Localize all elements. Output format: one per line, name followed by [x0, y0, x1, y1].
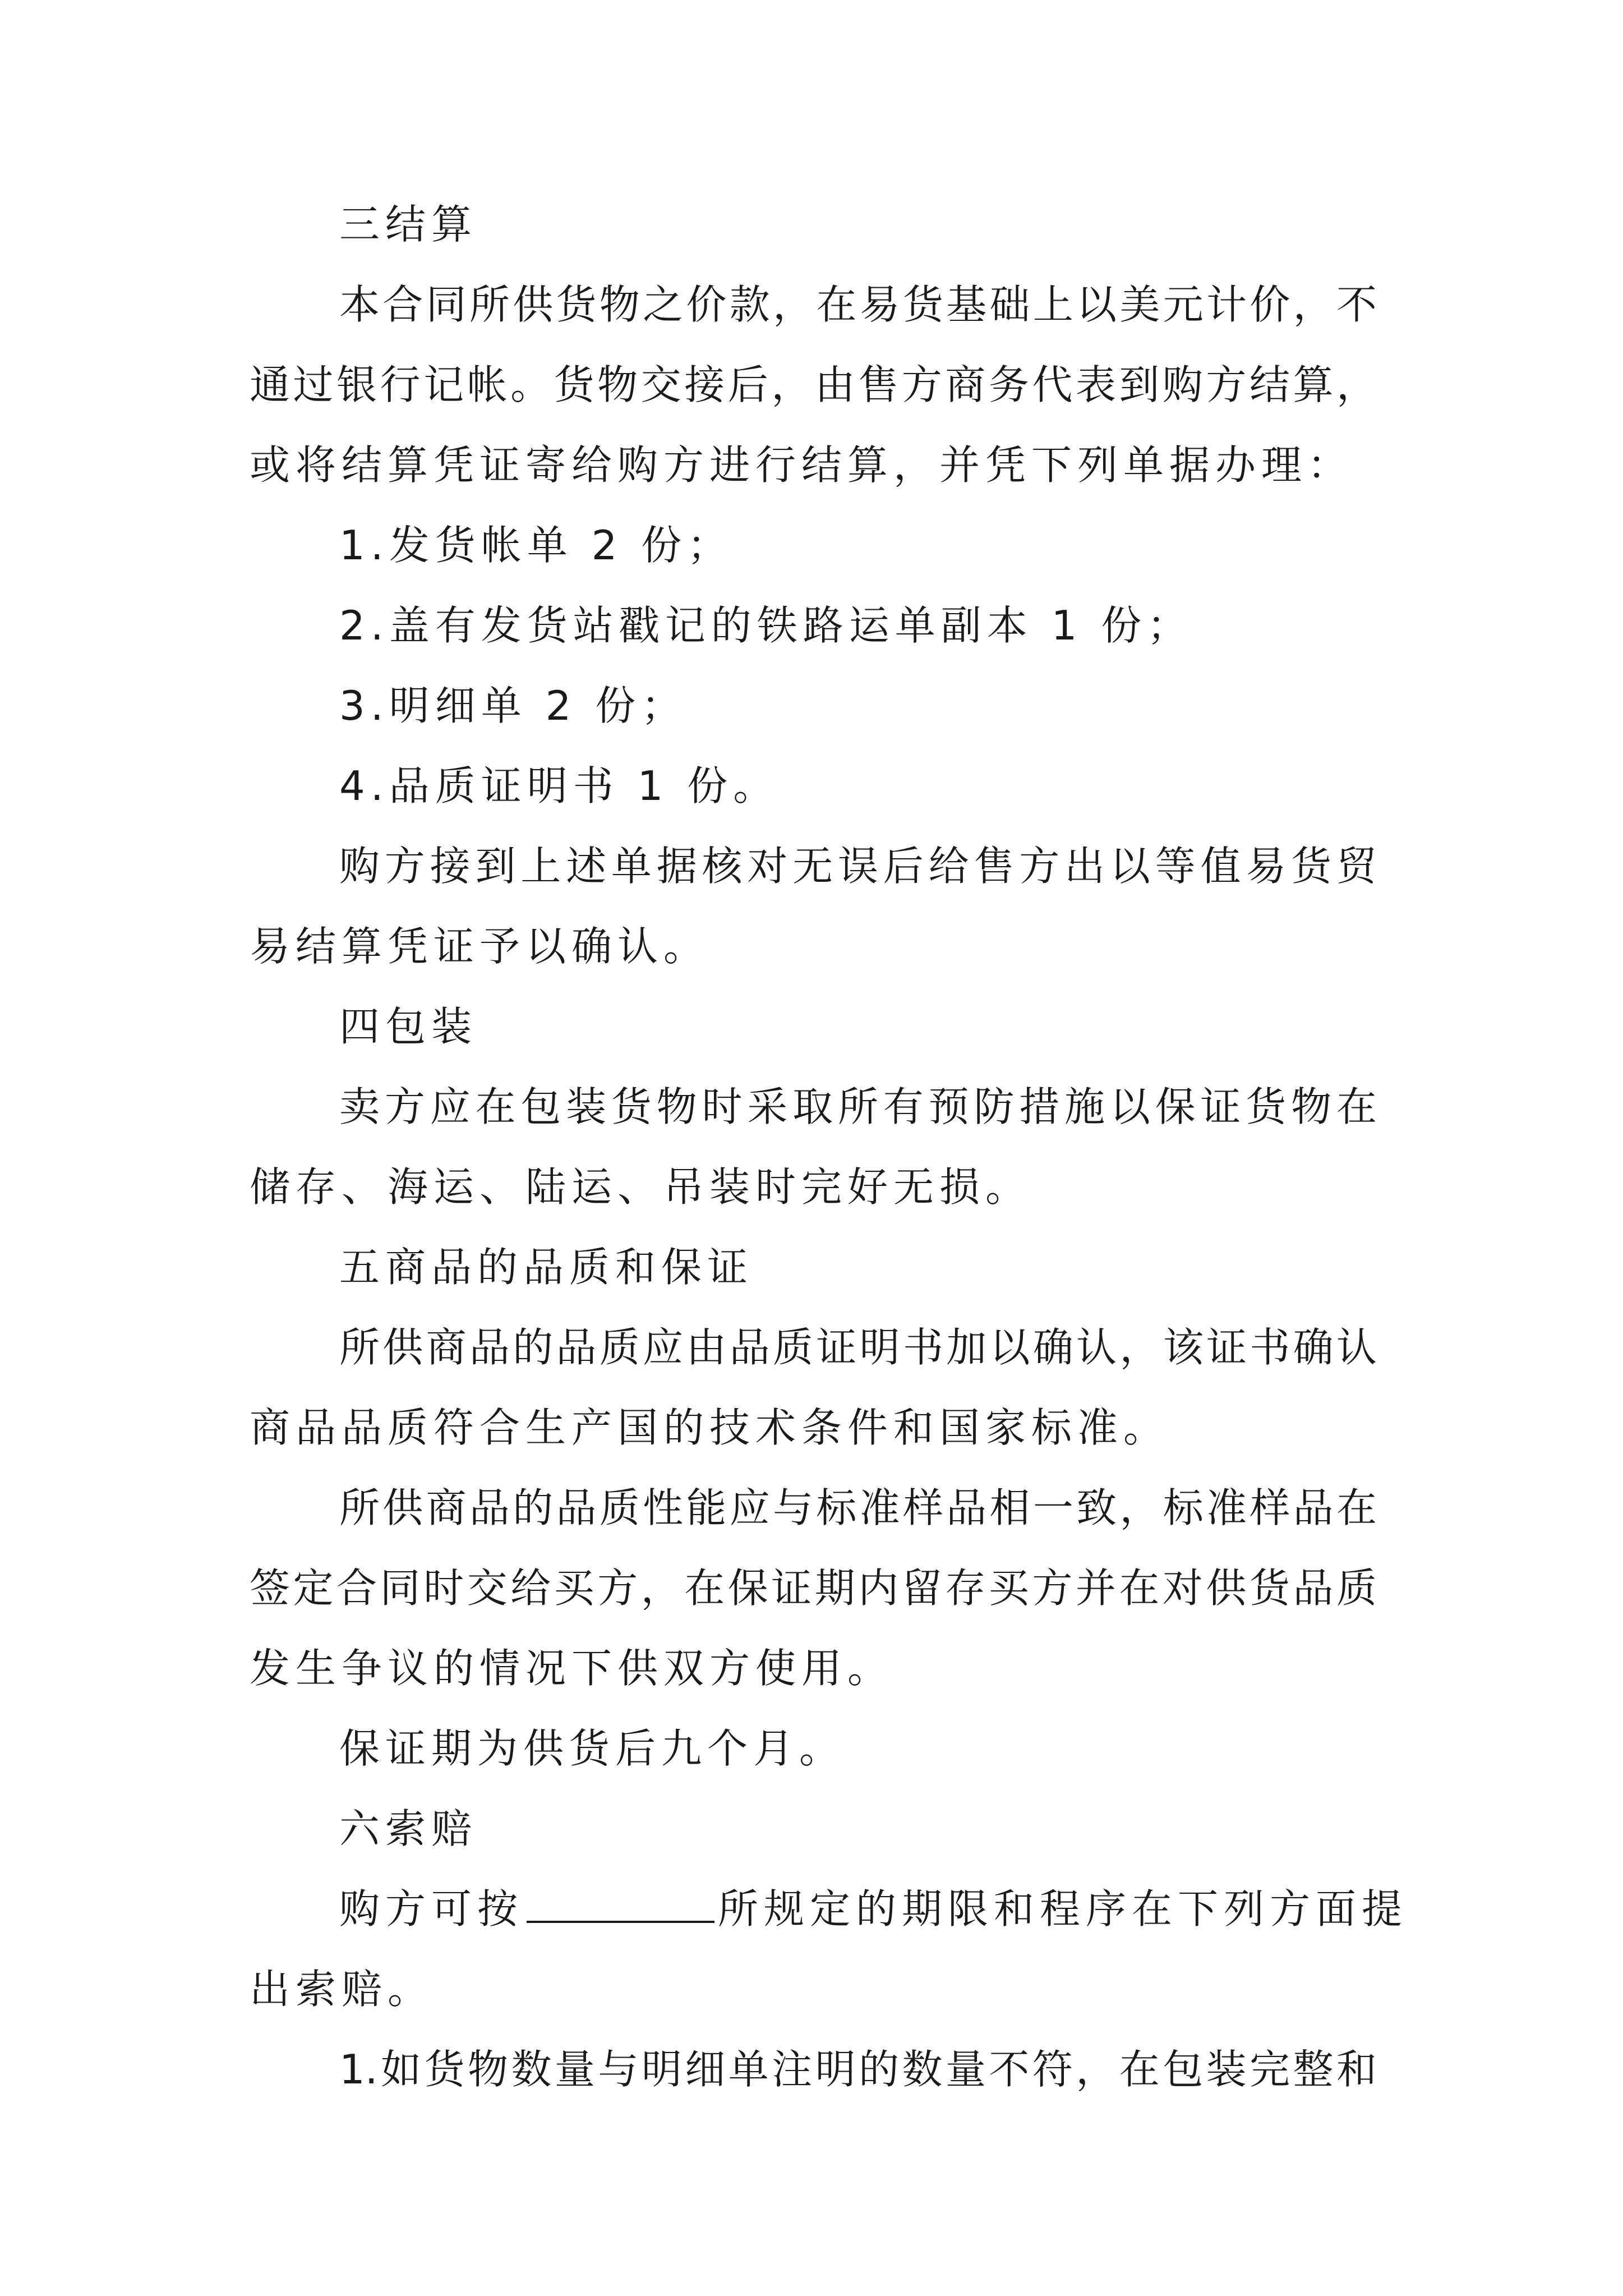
claims-paragraph-line: 出索赔。: [250, 1966, 434, 2013]
section-heading-quality: 五商品的品质和保证: [339, 1244, 754, 1291]
section-heading-packing: 四包装: [339, 1003, 478, 1050]
settlement-paragraph-line: 本合同所供货物之价款，在易货基础上以美元计价，不: [339, 281, 1377, 328]
quality-paragraph-line: 所供商品的品质应由品质证明书加以确认，该证书确认: [339, 1324, 1377, 1371]
document-list-item: 4.品质证明书 1 份。: [339, 762, 780, 809]
section-heading-settlement: 三结算: [339, 201, 478, 248]
document-list-item: 3.明细单 2 份；: [339, 682, 688, 729]
sample-paragraph-line: 所供商品的品质性能应与标准样品相一致，标准样品在: [339, 1484, 1377, 1531]
sample-paragraph-line: 签定合同时交给买方，在保证期内留存买方并在对供货品质: [250, 1565, 1377, 1612]
claims-item-line: 1.如货物数量与明细单注明的数量不符，在包装完整和: [339, 2046, 1377, 2093]
warranty-period-line: 保证期为供货后九个月。: [339, 1725, 846, 1772]
quality-paragraph-line: 商品品质符合生产国的技术条件和国家标准。: [250, 1404, 1170, 1451]
packing-paragraph-line: 卖方应在包装货物时采取所有预防措施以保证货物在: [339, 1083, 1377, 1130]
confirmation-paragraph-line: 购方接到上述单据核对无误后给售方出以等值易货贸: [339, 843, 1377, 890]
fill-in-blank: [527, 1887, 714, 1923]
claims-paragraph-line: [339, 1870, 1467, 1948]
document-list-item: 1.发货帐单 2 份；: [339, 522, 734, 569]
packing-paragraph-line: 储存、海运、陆运、吊装时完好无损。: [250, 1163, 1032, 1211]
sample-paragraph-line: 发生争议的情况下供双方使用。: [250, 1645, 894, 1692]
claims-text-after-blank: 所规定的期限和程序在下列方面提: [718, 1885, 1408, 1932]
settlement-paragraph-line: 或将结算凭证寄给购方进行结算，并凭下列单据办理：: [250, 441, 1354, 489]
claims-text-before-blank: 购方可按: [339, 1885, 524, 1932]
document-list-item: 2.盖有发货站戳记的铁路运单副本 1 份；: [339, 602, 1193, 649]
section-heading-claims: 六索赔: [339, 1805, 478, 1852]
settlement-paragraph-line: 通过银行记帐。货物交接后，由售方商务代表到购方结算，: [250, 361, 1377, 408]
confirmation-paragraph-line: 易结算凭证予以确认。: [250, 923, 710, 970]
